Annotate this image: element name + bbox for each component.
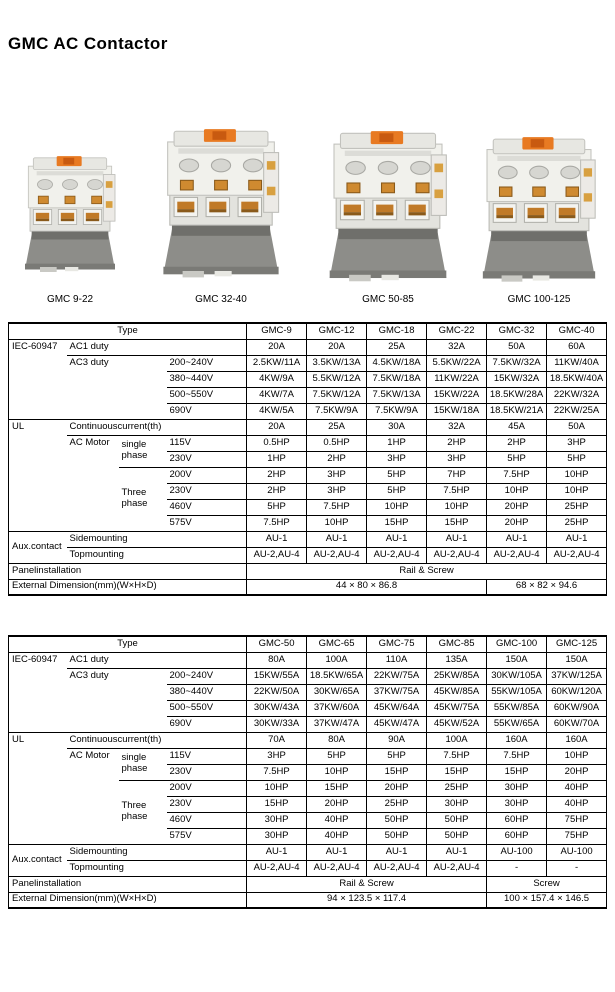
spec-value-three-3-vals-5: 25HP <box>547 515 607 531</box>
contactor-illustration <box>20 143 120 291</box>
spec-value-side-1: AU-1 <box>307 844 367 860</box>
spec-value-ac3-0-vals-1: 18.5KW/65A <box>307 668 367 684</box>
spec-value-cont-3: 32A <box>427 419 487 435</box>
spec-value-topm-3: AU-2,AU-4 <box>427 860 487 876</box>
spec-value-ac3-1-vals-4: 15KW/32A <box>487 371 547 387</box>
spec-value-three-2-vals-4: 20HP <box>487 499 547 515</box>
table-row <box>9 668 607 684</box>
spec-value-ac3-2-vals-4: 18.5KW/28A <box>487 387 547 403</box>
spec-value-cont-1: 80A <box>307 732 367 748</box>
table-row <box>9 860 607 876</box>
spec-value-ac3-0-vals-4: 30KW/105A <box>487 668 547 684</box>
table-row <box>9 579 607 595</box>
spec-value-ac3-1-vals-5: 18.5KW/40A <box>547 371 607 387</box>
spec-label-ac3_label: AC3 duty <box>67 355 167 419</box>
spec-value-ac3-3-vals-0: 30KW/33A <box>247 716 307 732</box>
spec-value-single-0-vals-4: 7.5HP <box>487 748 547 764</box>
spec-value-ac3-3-vals-5: 60KW/70A <box>547 716 607 732</box>
spec-value-single-1-vals-3: 15HP <box>427 764 487 780</box>
spec-value-ac3-1-vals-2: 7.5KW/18A <box>367 371 427 387</box>
spec-value-single-1-vals-2: 15HP <box>367 764 427 780</box>
spec-value-three-0-vals-1: 15HP <box>307 780 367 796</box>
spec-value-ac3-1-vals-3: 11KW/22A <box>427 371 487 387</box>
spec-value-models-2: GMC-75 <box>367 636 427 652</box>
spec-value-three-2-vals-2: 50HP <box>367 812 427 828</box>
spec-label-three-2-v: 460V <box>167 812 247 828</box>
spec-value-three-2-vals-5: 25HP <box>547 499 607 515</box>
spec-value-ac1-5: 150A <box>547 652 607 668</box>
spec-value-models-5: GMC-125 <box>547 636 607 652</box>
table-row <box>9 419 607 435</box>
spec-value-cont-1: 25A <box>307 419 367 435</box>
product-caption: GMC 9-22 <box>46 294 94 305</box>
spec-value-ac1-2: 25A <box>367 339 427 355</box>
spec-value-ac3-3-vals-1: 37KW/47A <box>307 716 367 732</box>
spec-label-ac3-0-v: 200~240V <box>167 668 247 684</box>
spec-value-ac3-1-vals-0: 4KW/9A <box>247 371 307 387</box>
spec-value-single-0-vals-4: 2HP <box>487 435 547 451</box>
spec-label-panel_label: Panelinstallation <box>9 563 247 579</box>
spec-value-side-4: AU-1 <box>487 531 547 547</box>
table-row <box>9 844 607 860</box>
spec-value-ac3-2-vals-2: 7.5KW/13A <box>367 387 427 403</box>
spec-table-gmc-50-125 <box>8 635 607 909</box>
spec-value-ac3-1-vals-2: 37KW/75A <box>367 684 427 700</box>
spec-value-topm-2: AU-2,AU-4 <box>367 860 427 876</box>
spec-label-three_label: Three phase <box>119 780 167 844</box>
spec-label-ac3-1-v: 380~440V <box>167 371 247 387</box>
spec-label-type_label: Type <box>9 323 247 339</box>
spec-value-side-2: AU-1 <box>367 844 427 860</box>
spec-value-ac1-4: 50A <box>487 339 547 355</box>
spec-value-ac3-2-vals-5: 22KW/32A <box>547 387 607 403</box>
spec-label-ac3-3-v: 690V <box>167 403 247 419</box>
spec-value-cont-0: 70A <box>247 732 307 748</box>
spec-value-single-1-vals-5: 5HP <box>547 451 607 467</box>
spec-label-three-1-v: 230V <box>167 796 247 812</box>
spec-value-ac3-1-vals-4: 55KW/105A <box>487 684 547 700</box>
spec-value-side-0: AU-1 <box>247 844 307 860</box>
spec-label-ac3_label: AC3 duty <box>67 668 167 732</box>
spec-value-ac3-3-vals-2: 7.5KW/9A <box>367 403 427 419</box>
spec-value-cont-4: 160A <box>487 732 547 748</box>
spec-value-dim-1-text: 68 × 82 × 94.6 <box>487 579 607 595</box>
spec-value-three-2-vals-2: 10HP <box>367 499 427 515</box>
spec-label-topm_label: Topmounting <box>67 547 247 563</box>
spec-value-dim-0-text: 44 × 80 × 86.8 <box>247 579 487 595</box>
spec-value-ac3-0-vals-3: 5.5KW/22A <box>427 355 487 371</box>
spec-value-topm-4: - <box>487 860 547 876</box>
spec-label-three-0-v: 200V <box>167 467 247 483</box>
spec-value-topm-2: AU-2,AU-4 <box>367 547 427 563</box>
spec-value-three-0-vals-3: 7HP <box>427 467 487 483</box>
spec-value-side-0: AU-1 <box>247 531 307 547</box>
spec-value-topm-0: AU-2,AU-4 <box>247 860 307 876</box>
spec-value-single-1-vals-1: 10HP <box>307 764 367 780</box>
spec-value-ac3-1-vals-0: 22KW/50A <box>247 684 307 700</box>
spec-label-three_label: Three phase <box>119 467 167 531</box>
spec-value-three-3-vals-3: 15HP <box>427 515 487 531</box>
spec-label-three-1-v: 230V <box>167 483 247 499</box>
spec-value-three-2-vals-5: 75HP <box>547 812 607 828</box>
spec-value-cont-0: 20A <box>247 419 307 435</box>
spec-value-dim-0-text: 94 × 123.5 × 117.4 <box>247 892 487 908</box>
spec-value-ac1-5: 60A <box>547 339 607 355</box>
product-photo-gmc-100-125 <box>465 135 613 305</box>
spec-value-models-1: GMC-65 <box>307 636 367 652</box>
spec-value-topm-5: - <box>547 860 607 876</box>
spec-value-models-3: GMC-85 <box>427 636 487 652</box>
spec-value-three-2-vals-3: 50HP <box>427 812 487 828</box>
spec-value-single-1-vals-0: 1HP <box>247 451 307 467</box>
spec-value-single-0-vals-3: 7.5HP <box>427 748 487 764</box>
spec-value-cont-5: 160A <box>547 732 607 748</box>
spec-label-iec_label: IEC-60947 <box>9 339 67 419</box>
spec-value-ac3-1-vals-1: 5.5KW/12A <box>307 371 367 387</box>
spec-value-cont-5: 50A <box>547 419 607 435</box>
spec-value-models-0: GMC-50 <box>247 636 307 652</box>
spec-value-models-2: GMC-18 <box>367 323 427 339</box>
spec-value-three-3-vals-2: 15HP <box>367 515 427 531</box>
spec-label-ac1_label: AC1 duty <box>67 652 247 668</box>
spec-value-topm-4: AU-2,AU-4 <box>487 547 547 563</box>
spec-value-ac3-2-vals-5: 60KW/90A <box>547 700 607 716</box>
spec-label-cont_label: Continuouscurrent(th) <box>67 419 247 435</box>
spec-value-ac3-3-vals-3: 15KW/18A <box>427 403 487 419</box>
spec-value-ac3-2-vals-1: 7.5KW/12A <box>307 387 367 403</box>
spec-value-cont-2: 90A <box>367 732 427 748</box>
spec-label-three-3-v: 575V <box>167 828 247 844</box>
spec-label-dim_label: External Dimension(mm)(W×H×D) <box>9 892 247 908</box>
table-row <box>9 732 607 748</box>
table-row <box>9 339 607 355</box>
spec-value-ac3-0-vals-4: 7.5KW/32A <box>487 355 547 371</box>
spec-value-topm-0: AU-2,AU-4 <box>247 547 307 563</box>
spec-value-three-3-vals-1: 40HP <box>307 828 367 844</box>
spec-label-single_label: single phase <box>119 748 167 780</box>
spec-value-ac1-0: 20A <box>247 339 307 355</box>
table-row <box>9 531 607 547</box>
table-row <box>9 323 607 339</box>
spec-value-three-2-vals-3: 10HP <box>427 499 487 515</box>
spec-value-ac3-2-vals-2: 45KW/64A <box>367 700 427 716</box>
spec-label-ac3-0-v: 200~240V <box>167 355 247 371</box>
spec-value-three-3-vals-4: 20HP <box>487 515 547 531</box>
spec-value-ac3-3-vals-1: 7.5KW/9A <box>307 403 367 419</box>
table-row <box>9 876 607 892</box>
spec-label-ac1_label: AC1 duty <box>67 339 247 355</box>
product-gallery <box>0 100 615 305</box>
spec-label-side_label: Sidemounting <box>67 531 247 547</box>
spec-value-ac1-3: 32A <box>427 339 487 355</box>
spec-value-three-3-vals-3: 50HP <box>427 828 487 844</box>
spec-label-aux_label: Aux.contact <box>9 844 67 876</box>
spec-value-models-3: GMC-22 <box>427 323 487 339</box>
spec-value-ac3-3-vals-4: 55KW/65A <box>487 716 547 732</box>
spec-value-three-0-vals-5: 40HP <box>547 780 607 796</box>
spec-value-three-1-vals-5: 40HP <box>547 796 607 812</box>
spec-value-ac3-3-vals-3: 45KW/52A <box>427 716 487 732</box>
spec-value-single-1-vals-5: 20HP <box>547 764 607 780</box>
spec-value-single-1-vals-4: 5HP <box>487 451 547 467</box>
spec-label-ul_label: UL <box>9 732 67 844</box>
spec-value-three-1-vals-4: 10HP <box>487 483 547 499</box>
spec-value-three-0-vals-3: 25HP <box>427 780 487 796</box>
table-row <box>9 748 607 764</box>
spec-value-three-2-vals-1: 7.5HP <box>307 499 367 515</box>
spec-value-ac3-0-vals-5: 11KW/40A <box>547 355 607 371</box>
spec-value-three-1-vals-3: 30HP <box>427 796 487 812</box>
spec-value-ac3-0-vals-0: 2.5KW/11A <box>247 355 307 371</box>
spec-value-three-1-vals-0: 2HP <box>247 483 307 499</box>
spec-value-single-1-vals-3: 3HP <box>427 451 487 467</box>
spec-value-ac1-1: 100A <box>307 652 367 668</box>
contactor-illustration <box>323 129 453 291</box>
spec-value-topm-1: AU-2,AU-4 <box>307 547 367 563</box>
product-photo-gmc-50-85 <box>318 129 458 305</box>
spec-value-ac3-3-vals-0: 4KW/5A <box>247 403 307 419</box>
table-row <box>9 547 607 563</box>
spec-value-three-1-vals-1: 20HP <box>307 796 367 812</box>
contactor-illustration <box>157 123 285 291</box>
spec-value-panel-1-text: Screw <box>487 876 607 892</box>
spec-value-three-2-vals-4: 60HP <box>487 812 547 828</box>
spec-label-side_label: Sidemounting <box>67 844 247 860</box>
spec-value-ac1-1: 20A <box>307 339 367 355</box>
table-row <box>9 355 607 371</box>
spec-value-ac3-2-vals-4: 55KW/85A <box>487 700 547 716</box>
spec-label-topm_label: Topmounting <box>67 860 247 876</box>
spec-label-single-0-v: 115V <box>167 748 247 764</box>
product-caption: GMC 32-40 <box>195 294 247 305</box>
spec-value-ac1-2: 110A <box>367 652 427 668</box>
spec-label-ac3-2-v: 500~550V <box>167 387 247 403</box>
spec-label-three-3-v: 575V <box>167 515 247 531</box>
spec-value-single-0-vals-1: 5HP <box>307 748 367 764</box>
spec-value-three-2-vals-0: 30HP <box>247 812 307 828</box>
spec-value-single-0-vals-2: 5HP <box>367 748 427 764</box>
spec-value-ac3-2-vals-1: 37KW/60A <box>307 700 367 716</box>
spec-value-models-0: GMC-9 <box>247 323 307 339</box>
spec-value-three-3-vals-4: 60HP <box>487 828 547 844</box>
spec-value-models-5: GMC-40 <box>547 323 607 339</box>
spec-label-single-1-v: 230V <box>167 764 247 780</box>
spec-value-topm-5: AU-2,AU-4 <box>547 547 607 563</box>
spec-value-three-1-vals-5: 10HP <box>547 483 607 499</box>
spec-value-single-1-vals-2: 3HP <box>367 451 427 467</box>
spec-value-ac3-0-vals-3: 25KW/85A <box>427 668 487 684</box>
spec-value-three-1-vals-0: 15HP <box>247 796 307 812</box>
spec-value-ac3-0-vals-5: 37KW/125A <box>547 668 607 684</box>
spec-value-models-4: GMC-100 <box>487 636 547 652</box>
spec-label-cont_label: Continuouscurrent(th) <box>67 732 247 748</box>
spec-label-three-2-v: 460V <box>167 499 247 515</box>
spec-value-three-1-vals-3: 7.5HP <box>427 483 487 499</box>
spec-label-iec_label: IEC-60947 <box>9 652 67 732</box>
spec-value-single-1-vals-1: 2HP <box>307 451 367 467</box>
spec-value-ac3-3-vals-5: 22KW/25A <box>547 403 607 419</box>
spec-value-ac1-0: 80A <box>247 652 307 668</box>
spec-value-ac1-4: 150A <box>487 652 547 668</box>
spec-value-three-2-vals-0: 5HP <box>247 499 307 515</box>
product-photo-gmc-9-22 <box>14 143 126 305</box>
spec-value-topm-1: AU-2,AU-4 <box>307 860 367 876</box>
spec-value-side-3: AU-1 <box>427 531 487 547</box>
spec-value-models-4: GMC-32 <box>487 323 547 339</box>
contactor-illustration <box>472 135 606 291</box>
spec-label-type_label: Type <box>9 636 247 652</box>
spec-value-topm-3: AU-2,AU-4 <box>427 547 487 563</box>
spec-value-single-0-vals-5: 10HP <box>547 748 607 764</box>
page-title: GMC AC Contactor <box>8 34 168 53</box>
spec-value-ac3-2-vals-3: 45KW/75A <box>427 700 487 716</box>
spec-label-ac3-3-v: 690V <box>167 716 247 732</box>
spec-value-ac3-1-vals-3: 45KW/85A <box>427 684 487 700</box>
spec-value-three-0-vals-2: 5HP <box>367 467 427 483</box>
spec-value-ac1-3: 135A <box>427 652 487 668</box>
spec-value-ac3-1-vals-1: 30KW/65A <box>307 684 367 700</box>
spec-value-side-5: AU-1 <box>547 531 607 547</box>
spec-label-ul_label: UL <box>9 419 67 531</box>
spec-value-three-3-vals-0: 7.5HP <box>247 515 307 531</box>
spec-label-acmotor_label: AC Motor <box>67 435 119 531</box>
spec-value-three-1-vals-2: 5HP <box>367 483 427 499</box>
spec-value-three-0-vals-4: 30HP <box>487 780 547 796</box>
spec-value-models-1: GMC-12 <box>307 323 367 339</box>
spec-value-ac3-0-vals-0: 15KW/55A <box>247 668 307 684</box>
spec-value-single-0-vals-5: 3HP <box>547 435 607 451</box>
product-caption: GMC 50-85 <box>362 294 414 305</box>
spec-value-single-0-vals-2: 1HP <box>367 435 427 451</box>
spec-value-three-3-vals-1: 10HP <box>307 515 367 531</box>
spec-value-side-5: AU-100 <box>547 844 607 860</box>
spec-label-acmotor_label: AC Motor <box>67 748 119 844</box>
spec-value-ac3-2-vals-0: 4KW/7A <box>247 387 307 403</box>
spec-value-three-1-vals-2: 25HP <box>367 796 427 812</box>
spec-value-single-1-vals-4: 15HP <box>487 764 547 780</box>
table-row <box>9 652 607 668</box>
spec-value-three-0-vals-1: 3HP <box>307 467 367 483</box>
spec-value-side-3: AU-1 <box>427 844 487 860</box>
spec-value-single-0-vals-1: 0.5HP <box>307 435 367 451</box>
spec-value-three-0-vals-0: 2HP <box>247 467 307 483</box>
spec-value-three-0-vals-2: 20HP <box>367 780 427 796</box>
spec-label-single-1-v: 230V <box>167 451 247 467</box>
spec-value-ac3-1-vals-5: 60KW/120A <box>547 684 607 700</box>
spec-value-dim-1-text: 100 × 157.4 × 146.5 <box>487 892 607 908</box>
spec-value-single-0-vals-0: 3HP <box>247 748 307 764</box>
product-caption: GMC 100-125 <box>507 294 571 305</box>
spec-value-ac3-3-vals-2: 45KW/47A <box>367 716 427 732</box>
table-row <box>9 435 607 451</box>
spec-label-panel_label: Panelinstallation <box>9 876 247 892</box>
spec-value-ac3-2-vals-3: 15KW/22A <box>427 387 487 403</box>
spec-value-ac3-0-vals-2: 22KW/75A <box>367 668 427 684</box>
spec-value-panel-0-text: Rail & Screw <box>247 563 607 579</box>
spec-value-side-1: AU-1 <box>307 531 367 547</box>
spec-value-three-0-vals-4: 7.5HP <box>487 467 547 483</box>
spec-label-single_label: single phase <box>119 435 167 467</box>
spec-value-cont-4: 45A <box>487 419 547 435</box>
spec-label-three-0-v: 200V <box>167 780 247 796</box>
spec-value-ac3-0-vals-2: 4.5KW/18A <box>367 355 427 371</box>
spec-value-panel-0-text: Rail & Screw <box>247 876 487 892</box>
spec-value-cont-3: 100A <box>427 732 487 748</box>
spec-value-side-4: AU-100 <box>487 844 547 860</box>
table-row <box>9 636 607 652</box>
spec-value-ac3-3-vals-4: 18.5KW/21A <box>487 403 547 419</box>
spec-value-three-1-vals-4: 30HP <box>487 796 547 812</box>
table-row <box>9 563 607 579</box>
spec-value-single-1-vals-0: 7.5HP <box>247 764 307 780</box>
spec-value-three-3-vals-5: 75HP <box>547 828 607 844</box>
spec-label-ac3-1-v: 380~440V <box>167 684 247 700</box>
spec-label-dim_label: External Dimension(mm)(W×H×D) <box>9 579 247 595</box>
spec-value-ac3-2-vals-0: 30KW/43A <box>247 700 307 716</box>
spec-value-side-2: AU-1 <box>367 531 427 547</box>
table-row <box>9 892 607 908</box>
spec-label-ac3-2-v: 500~550V <box>167 700 247 716</box>
spec-value-cont-2: 30A <box>367 419 427 435</box>
spec-value-three-0-vals-5: 10HP <box>547 467 607 483</box>
product-photo-gmc-32-40 <box>152 123 290 305</box>
spec-value-ac3-0-vals-1: 3.5KW/13A <box>307 355 367 371</box>
spec-table-gmc-9-40 <box>8 322 607 596</box>
spec-value-single-0-vals-3: 2HP <box>427 435 487 451</box>
spec-label-aux_label: Aux.contact <box>9 531 67 563</box>
spec-value-three-2-vals-1: 40HP <box>307 812 367 828</box>
spec-label-single-0-v: 115V <box>167 435 247 451</box>
spec-value-single-0-vals-0: 0.5HP <box>247 435 307 451</box>
spec-value-three-3-vals-2: 50HP <box>367 828 427 844</box>
spec-value-three-1-vals-1: 3HP <box>307 483 367 499</box>
spec-value-three-3-vals-0: 30HP <box>247 828 307 844</box>
spec-value-three-0-vals-0: 10HP <box>247 780 307 796</box>
